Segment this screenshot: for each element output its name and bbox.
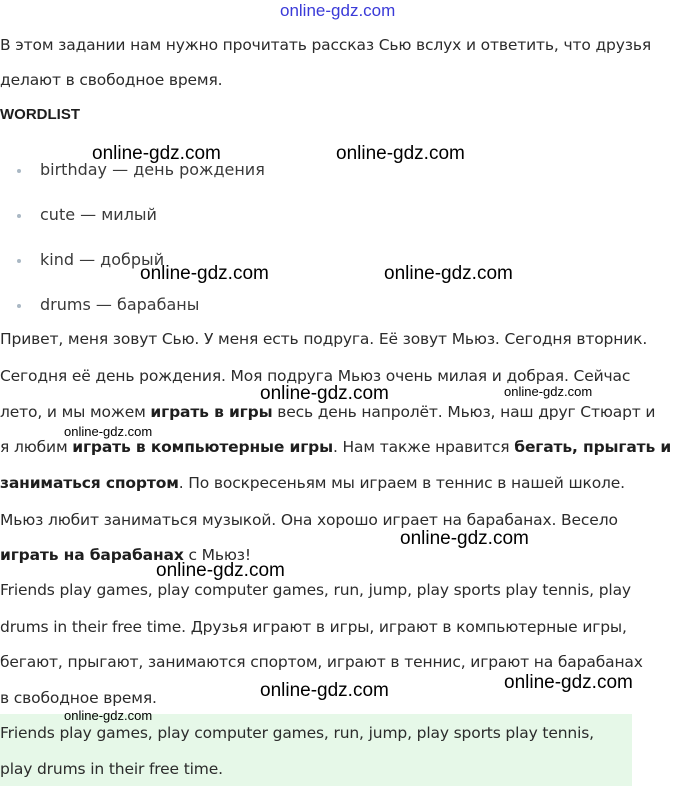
watermark: online-gdz.com — [260, 680, 389, 701]
intro-line-2: делают в свободное время. — [0, 71, 223, 89]
answer-line-1: Friends play games, play computer games, run, jump, play sports play tennis, play — [0, 581, 631, 599]
watermark: online-gdz.com — [64, 708, 153, 723]
watermark: online-gdz.com — [504, 384, 593, 399]
answer-line-4: в свободное время. — [0, 689, 157, 707]
wordlist-heading: WORDLIST — [0, 106, 80, 123]
story-line-7: играть на барабанах с Мьюз! — [0, 546, 251, 564]
bullet-icon — [17, 169, 21, 173]
watermark: online-gdz.com — [260, 383, 389, 404]
watermark: online-gdz.com — [92, 143, 221, 164]
story-line-4: я любим играть в компьютерные игры. Нам также нравится бегать, прыгать и — [0, 438, 672, 456]
watermark: online-gdz.com — [384, 263, 513, 284]
intro-line-1: В этом задании нам нужно прочитать рассказ Сью вслух и ответить, что друзья — [0, 36, 651, 54]
watermark: online-gdz.com — [336, 143, 465, 164]
list-item: birthday — день рождения — [40, 160, 265, 179]
final-answer-line-1: Friends play games, play computer games, run, jump, play sports play tennis, — [0, 724, 594, 742]
list-item: kind — добрый — [40, 250, 165, 269]
story-line-6: Мьюз любит заниматься музыкой. Она хорошо играет на барабанах. Весело — [0, 511, 618, 529]
watermark: online-gdz.com — [504, 672, 633, 693]
watermark: online-gdz.com — [64, 424, 153, 439]
list-item: cute — милый — [40, 205, 157, 224]
answer-line-3: бегают, прыгают, занимаются спортом, играют в теннис, играют на барабанах — [0, 653, 643, 671]
story-line-1: Привет, меня зовут Сью. У меня есть подруга. Её зовут Мьюз. Сегодня вторник. — [0, 330, 648, 348]
story-line-2: Сегодня её день рождения. Моя подруга Мьюз очень милая и добрая. Сейчас — [0, 367, 631, 385]
watermark: online-gdz.com — [400, 528, 529, 549]
answer-line-2: drums in their free time. Друзья играют в игры, играют в компьютерные игры, — [0, 618, 627, 636]
bullet-icon — [17, 214, 21, 218]
list-item: drums — барабаны — [40, 295, 200, 314]
bullet-icon — [17, 304, 21, 308]
final-answer-line-2: play drums in their free time. — [0, 760, 223, 778]
story-line-5: заниматься спортом. По воскресеньям мы играем в теннис в нашей школе. — [0, 474, 625, 492]
watermark-top: online-gdz.com — [280, 1, 396, 20]
watermark: online-gdz.com — [140, 263, 269, 284]
watermark: online-gdz.com — [156, 560, 285, 581]
bullet-icon — [17, 259, 21, 263]
story-line-3: лето, и мы можем играть в игры весь день напролёт. Мьюз, наш друг Стюарт и — [0, 403, 656, 421]
